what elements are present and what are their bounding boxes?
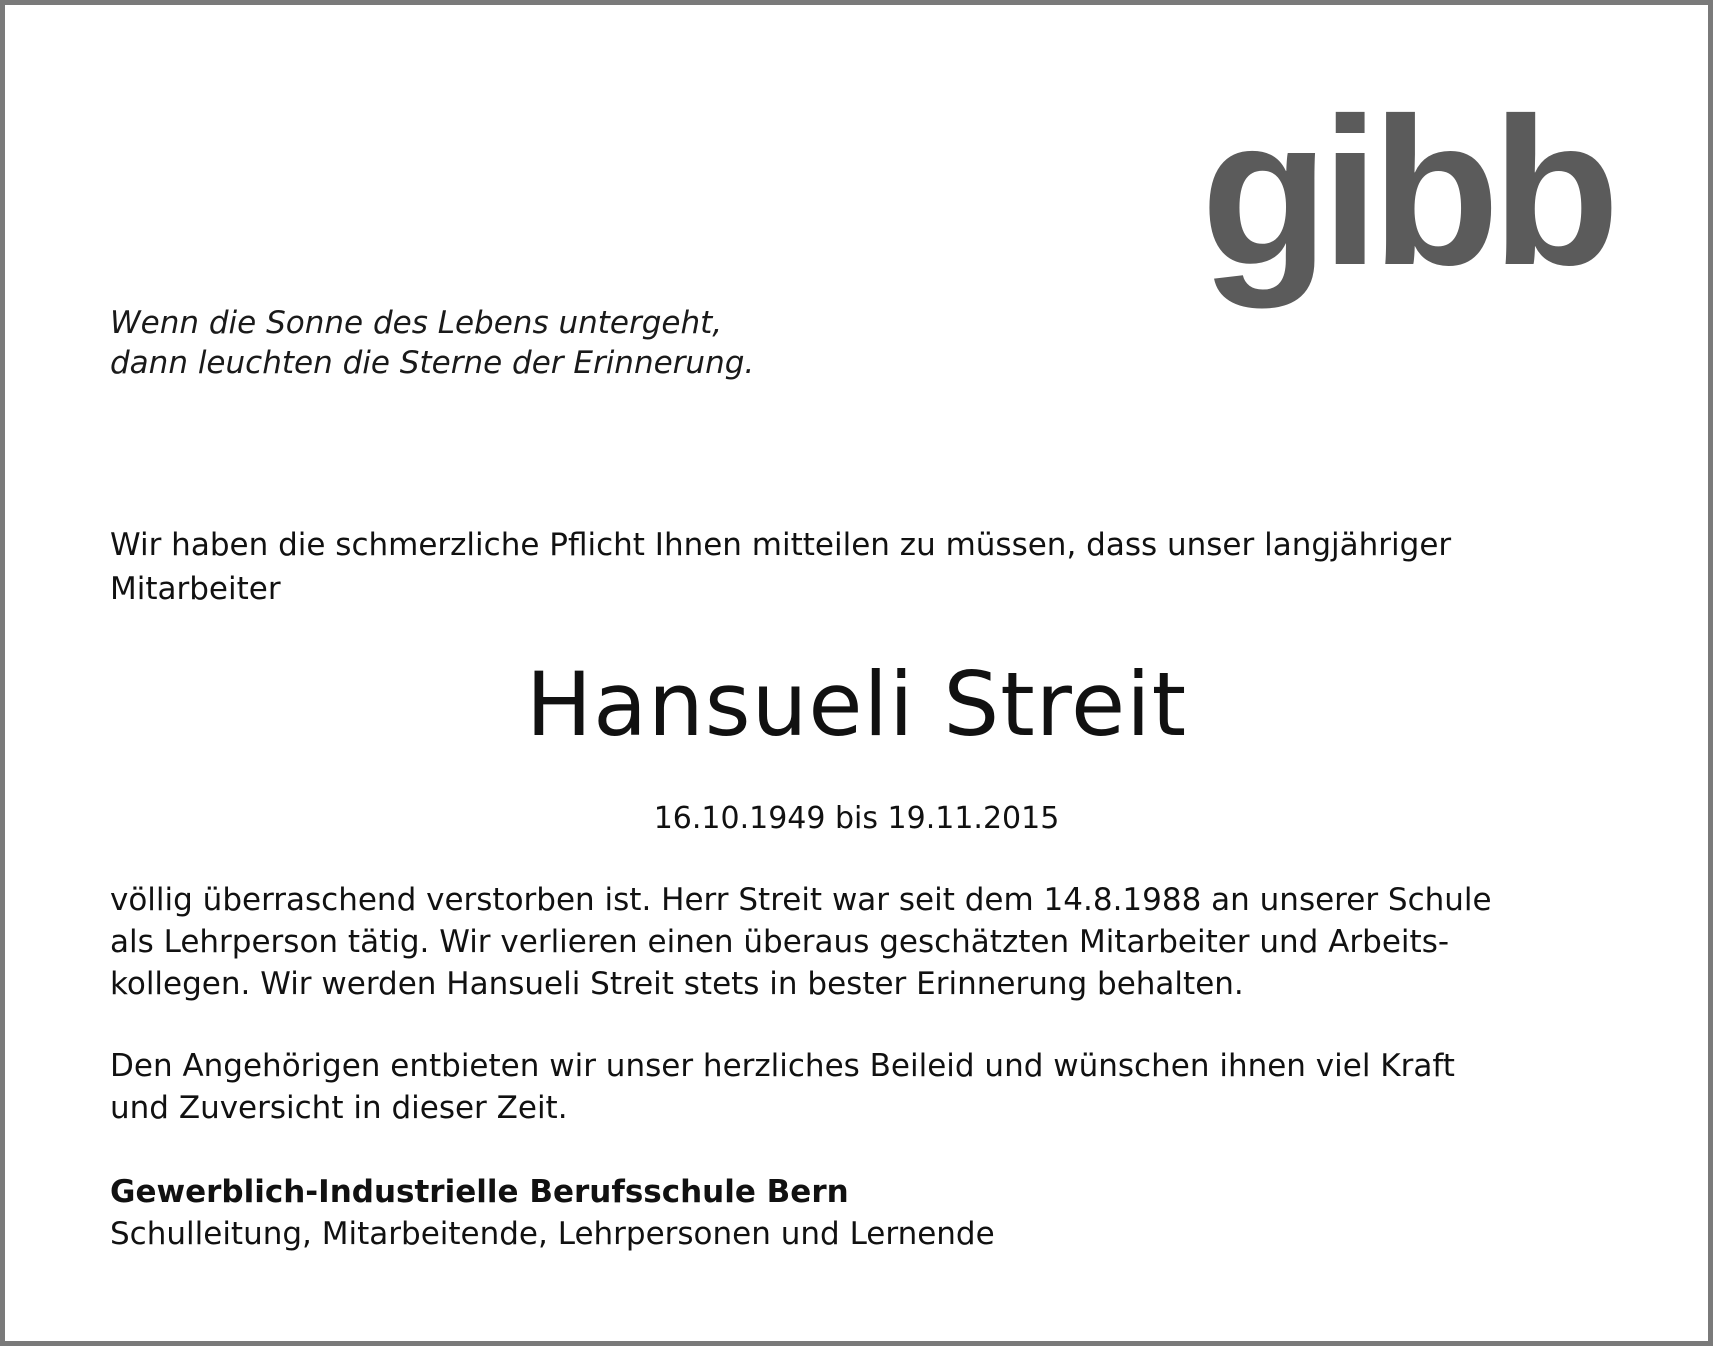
intro-line-2: Mitarbeiter xyxy=(110,571,281,607)
body-line-2: als Lehrperson tätig. Wir verlieren einen überaus geschätzten Mitarbeiter und Arbeits- xyxy=(110,924,1450,960)
signature-organization: Gewerblich-Industrielle Berufsschule Bern xyxy=(110,1174,849,1210)
memorial-quote xyxy=(110,303,754,383)
body-line-1: völlig überraschend verstorben ist. Herr Streit war seit dem 14.8.1988 an unserer Schule xyxy=(110,882,1492,918)
signature-members: Schulleitung, Mitarbeitende, Lehrpersonen und Lernende xyxy=(110,1216,995,1252)
signature-block xyxy=(110,1171,995,1255)
gibb-logo: gibb xyxy=(1200,74,1612,309)
deceased-name: Hansueli Streit xyxy=(525,653,1188,756)
body-line-3: kollegen. Wir werden Hansueli Streit stets in bester Erinnerung behalten. xyxy=(110,966,1244,1002)
condolence-paragraph xyxy=(110,1045,1640,1129)
condolence-line-1: Den Angehörigen entbieten wir unser herzliches Beileid und wünschen ihnen viel Kraft xyxy=(110,1048,1455,1084)
life-dates: 16.10.1949 bis 19.11.2015 xyxy=(653,801,1060,836)
intro-paragraph xyxy=(110,523,1610,611)
quote-line-2: dann leuchten die Sterne der Erinnerung. xyxy=(110,345,755,381)
body-paragraph xyxy=(110,879,1640,1005)
condolence-line-2: und Zuversicht in dieser Zeit. xyxy=(110,1090,568,1126)
quote-line-1: Wenn die Sonne des Lebens untergeht, xyxy=(110,305,723,341)
intro-line-1: Wir haben die schmerzliche Pflicht Ihnen mitteilen zu müssen, dass unser langjähriger xyxy=(110,527,1452,563)
